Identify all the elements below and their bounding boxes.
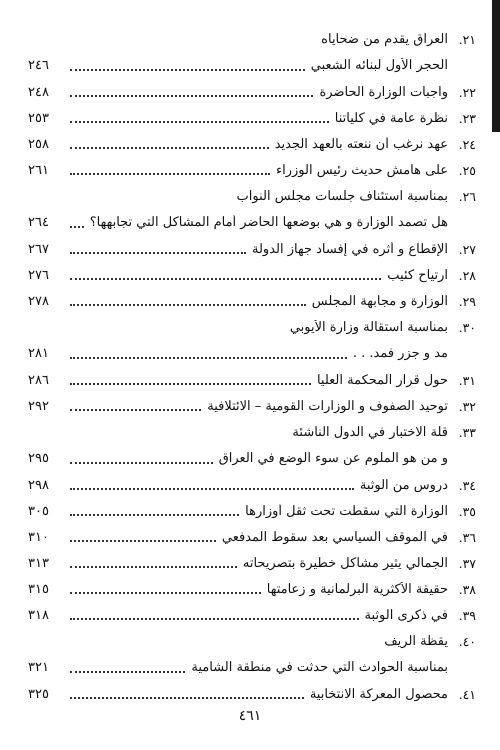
entry-title: ارتياح كئيب	[387, 267, 448, 283]
dot-leader	[70, 216, 84, 228]
toc-line	[28, 314, 476, 340]
toc-entry	[28, 105, 476, 131]
toc-line	[28, 550, 476, 576]
entry-page-number: ٣١٠	[28, 529, 49, 545]
entry-title: مد و جزر فمد. . .	[352, 346, 448, 361]
dot-leader	[70, 163, 270, 175]
entry-title: الجمالي يثير مشاكل خطيرة بتصريحاته	[242, 555, 448, 571]
entry-page-number: ٢٨٦	[28, 372, 49, 388]
dot-leader	[70, 137, 269, 149]
entry-title: بمناسبة استئناف جلسات مجلس النواب	[236, 188, 448, 204]
entry-number: ٣٥.	[458, 503, 476, 519]
entry-title: في ذكرى الوثبة	[364, 607, 448, 623]
toc-line	[28, 262, 476, 288]
toc-line	[28, 576, 476, 602]
toc-line	[28, 419, 476, 445]
entry-title: حول قرار المحكمة العليا	[316, 372, 448, 388]
entry-page-number: ٢٦١	[28, 162, 49, 178]
entry-page-number: ٢٥٣	[28, 110, 49, 126]
entry-page-number: ٢٩٥	[28, 451, 49, 466]
dot-leader	[70, 373, 311, 385]
entry-title: بمناسبة استقالة وزارة الأيوبي	[289, 319, 448, 335]
entry-title: هل تصمد الوزارة و هي بوضعها الحاضر أمام المشاكل التي تجابهها؟	[89, 215, 448, 230]
entry-title: محصول المعركة الانتخابية	[309, 686, 448, 702]
toc-line	[28, 472, 476, 498]
toc-line	[28, 393, 476, 419]
entry-title: نظرة عامة في كلياتنا	[334, 110, 448, 126]
entry-number: ٢٤.	[458, 136, 476, 152]
entry-number: ٢٧.	[458, 241, 476, 257]
toc-entry	[28, 498, 476, 524]
page-edge-shadow	[492, 0, 500, 132]
entry-number: ٢٢.	[458, 84, 476, 100]
toc-entry	[28, 183, 476, 236]
entry-title: قلة الاختبار في الدول الناشئة	[292, 424, 448, 440]
entry-title: في الموقف السياسي بعد سقوط المدفعي	[221, 529, 448, 545]
entry-title: يقظة الريف	[384, 633, 448, 649]
dot-leader	[70, 504, 239, 516]
entry-page-number: ٢٦٧	[28, 241, 49, 257]
entry-number: ٢٥.	[458, 162, 476, 178]
toc-entry	[28, 393, 476, 419]
toc-line	[28, 602, 476, 628]
entry-number: ٢٩.	[458, 293, 476, 309]
entry-title: عهد نرغب أن ننعته بالعهد الجديد	[274, 136, 448, 152]
toc-entry	[28, 550, 476, 576]
toc-line	[28, 183, 476, 209]
dot-leader	[70, 111, 329, 123]
toc-entry	[28, 367, 476, 393]
entry-title: الوزارة و مجابهة المجلس	[311, 293, 448, 309]
toc-line	[28, 79, 476, 105]
entry-title: العراق يقدم من ضحاياه	[321, 31, 448, 47]
dot-leader	[70, 661, 185, 673]
entry-title: واجبات الوزارة الحاضرة	[319, 84, 448, 100]
dot-leader	[70, 242, 246, 254]
entry-title: و من هو الملوم عن سوء الوضع في العراق	[218, 451, 448, 466]
entry-number: ٣٠.	[458, 319, 476, 335]
entry-title: توحيد الصفوف و الوزارات القومية – الائتلافية	[207, 398, 448, 414]
toc-line	[28, 498, 476, 524]
toc-line	[28, 131, 476, 157]
toc-entry	[28, 576, 476, 602]
entry-page-number: ٢٨١	[28, 346, 49, 361]
toc-line	[28, 681, 476, 707]
dot-leader	[70, 347, 347, 359]
toc-line	[28, 288, 476, 314]
toc-entry	[28, 419, 476, 472]
toc-line	[28, 654, 476, 681]
toc-entry	[28, 157, 476, 183]
toc-entry	[28, 314, 476, 367]
toc-entry	[28, 236, 476, 262]
toc-entry	[28, 472, 476, 498]
dot-leader	[70, 608, 359, 620]
entry-page-number: ٢٩٢	[28, 398, 49, 414]
toc-line	[28, 236, 476, 262]
toc-line	[28, 628, 476, 654]
entry-page-number: ٢٥٨	[28, 136, 49, 152]
toc-entry	[28, 602, 476, 628]
entry-number: ٤١.	[458, 686, 476, 702]
entry-page-number: ٣١٣	[28, 555, 49, 571]
entry-page-number: ٢٧٨	[28, 293, 49, 309]
dot-leader	[70, 478, 354, 490]
toc-line	[28, 445, 476, 472]
toc-line	[28, 105, 476, 131]
entry-number: ٢٣.	[458, 110, 476, 126]
entry-page-number: ٢٩٨	[28, 477, 49, 493]
entry-title: حقيقة الأكثرية البرلمانية و زعامتها	[266, 581, 448, 597]
entry-page-number: ٣٠٥	[28, 503, 49, 519]
toc-entry	[28, 26, 476, 79]
entry-number: ٢٦.	[458, 188, 476, 204]
entry-page-number: ٣٢١	[28, 660, 49, 675]
toc-entry	[28, 628, 476, 681]
toc-line	[28, 157, 476, 183]
entry-page-number: ٣١٥	[28, 581, 49, 597]
dot-leader	[70, 556, 237, 568]
toc-entry	[28, 262, 476, 288]
dot-leader	[70, 59, 305, 71]
entry-number: ٢١.	[458, 31, 476, 47]
toc-line	[28, 340, 476, 367]
dot-leader	[70, 268, 381, 280]
entry-page-number: ٢٦٤	[28, 215, 49, 230]
entry-title: على هامش حديث رئيس الوزراء	[276, 162, 448, 178]
entry-title: بمناسبة الحوادث التي حدثت في منطقة الشامية	[191, 660, 448, 675]
entry-number: ٤٠.	[458, 633, 476, 649]
entry-number: ٢٨.	[458, 267, 476, 283]
toc-entry	[28, 79, 476, 105]
toc-line	[28, 524, 476, 550]
entry-number: ٣٣.	[458, 424, 476, 440]
toc-entry	[28, 681, 476, 707]
toc-line	[28, 26, 476, 52]
dot-leader	[70, 582, 261, 594]
entry-page-number: ٣١٨	[28, 607, 49, 623]
entry-title: دروس من الوثبة	[359, 477, 448, 493]
entry-page-number: ٢٤٦	[28, 58, 49, 73]
entry-number: ٣٢.	[458, 398, 476, 414]
toc-line	[28, 52, 476, 79]
entry-title: الإقطاع و أثره في إفساد جهاز الدولة	[251, 241, 448, 257]
dot-leader	[70, 85, 313, 97]
entry-page-number: ٢٧٦	[28, 267, 49, 283]
dot-leader	[70, 399, 201, 411]
dot-leader	[70, 687, 304, 699]
entry-title: الوزارة التي سقطت تحت ثقل أوزارها	[245, 503, 448, 519]
toc-entry	[28, 524, 476, 550]
table-of-contents	[28, 26, 476, 707]
dot-leader	[70, 452, 213, 464]
entry-number: ٣٤.	[458, 477, 476, 493]
toc-entry	[28, 288, 476, 314]
toc-entry	[28, 131, 476, 157]
dot-leader	[70, 530, 216, 542]
entry-page-number: ٣٢٥	[28, 686, 49, 702]
page-number: ٤٦١	[238, 708, 262, 724]
entry-page-number: ٢٤٨	[28, 84, 49, 100]
toc-line	[28, 209, 476, 236]
toc-line	[28, 367, 476, 393]
entry-number: ٣٦.	[458, 529, 476, 545]
entry-title: الحجر الأول لبنائه الشعبي	[310, 58, 448, 73]
entry-number: ٣٩.	[458, 607, 476, 623]
entry-number: ٣٨.	[458, 581, 476, 597]
entry-number: ٣١.	[458, 372, 476, 388]
entry-number: ٣٧.	[458, 555, 476, 571]
dot-leader	[70, 294, 306, 306]
